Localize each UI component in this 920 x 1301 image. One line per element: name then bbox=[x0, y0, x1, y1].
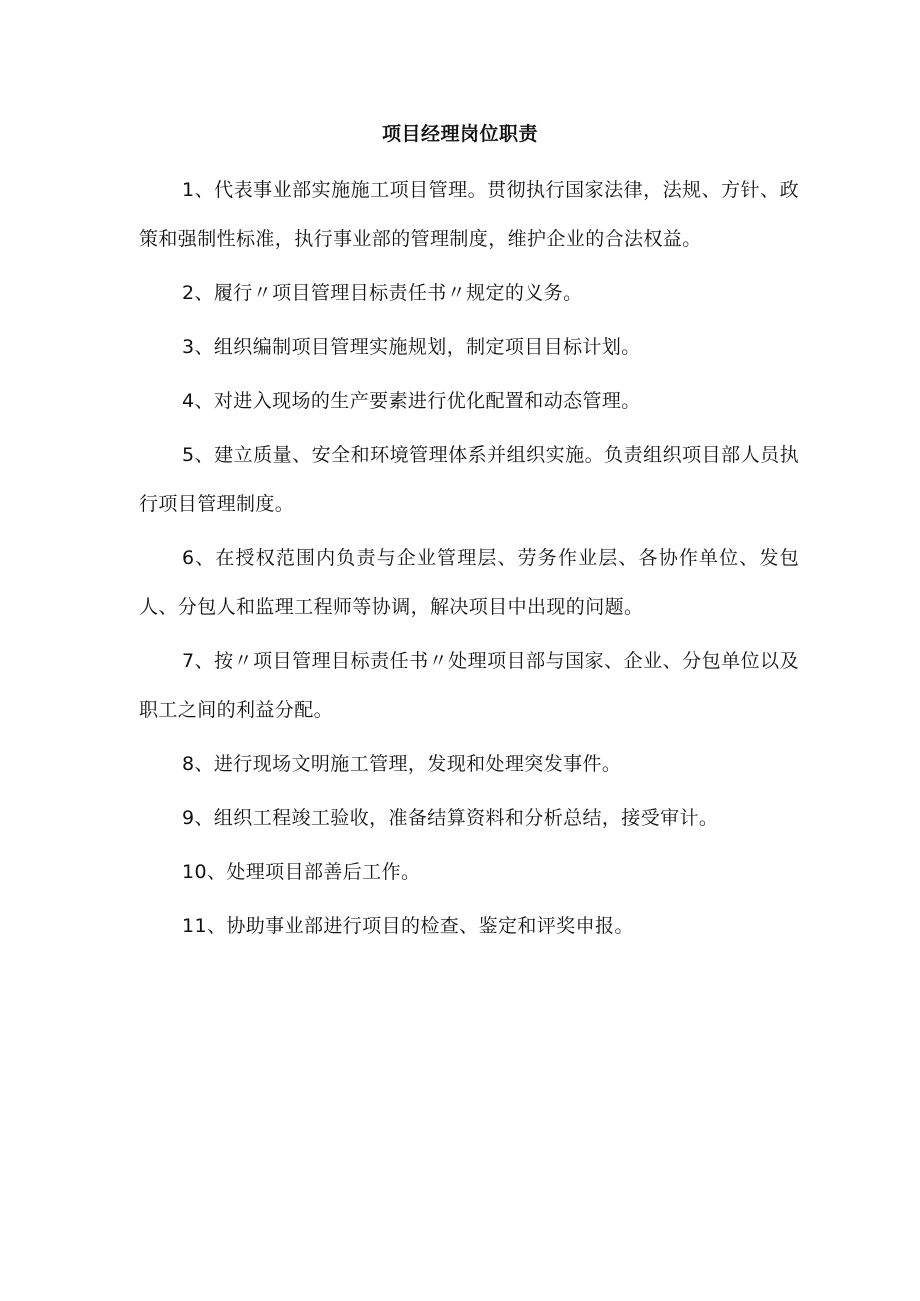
duty-item-8: 8、进行现场文明施工管理，发现和处理突发事件。 bbox=[182, 753, 622, 775]
duty-item-11: 11、协助事业部进行项目的检查、鉴定和评奖申报。 bbox=[182, 915, 634, 937]
duty-item-1: 1、代表事业部实施施工项目管理。贯彻执行国家法律，法规、方针、政策和强制性标准，执行事业部的管理制度，维护企业的合法权益。 bbox=[139, 179, 799, 250]
duty-item-4: 4、对进入现场的生产要素进行优化配置和动态管理。 bbox=[182, 390, 641, 412]
duties-list bbox=[139, 166, 799, 956]
duty-item-5: 5、建立质量、安全和环境管理体系并组织实施。负责组织项目部人员执行项目管理制度。 bbox=[139, 444, 799, 515]
duty-item-10: 10、处理项目部善后工作。 bbox=[182, 861, 421, 883]
duty-item-6: 6、在授权范围内负责与企业管理层、劳务作业层、各协作单位、发包人、分包人和监理工程师等协调，解决项目中出现的问题。 bbox=[139, 547, 799, 618]
duty-item-7: 7、按〃项目管理目标责任书〃处理项目部与国家、企业、分包单位以及职工之间的利益分配。 bbox=[139, 650, 799, 721]
duty-item-9: 9、组织工程竣工验收，准备结算资料和分析总结，接受审计。 bbox=[182, 807, 719, 829]
document-title: 项目经理岗位职责 bbox=[381, 123, 538, 145]
duty-item-3: 3、组织编制项目管理实施规划，制定项目目标计划。 bbox=[182, 336, 641, 358]
duty-item-2: 2、履行〃项目管理目标责任书〃规定的义务。 bbox=[182, 282, 583, 304]
